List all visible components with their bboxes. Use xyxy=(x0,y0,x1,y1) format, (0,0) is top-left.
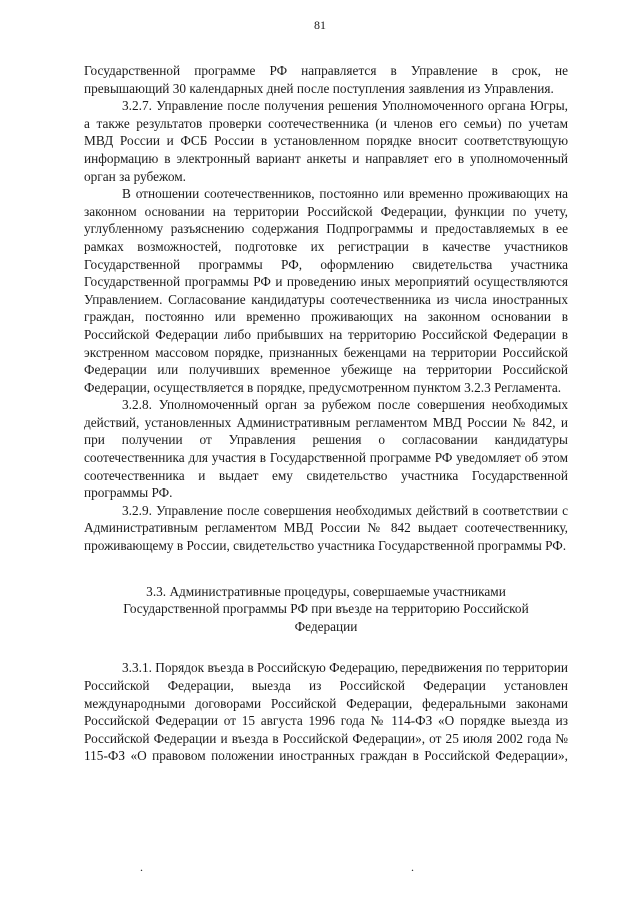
footer-mark: . xyxy=(411,860,414,874)
footer-mark: . xyxy=(140,860,143,874)
paragraph: 3.2.9. Управление после совершения необходимых действий в соответствии с Административным регламентом МВД России № 842 выдает соотечественнику, проживающему в России, свидетельство участника Государственной программы РФ. xyxy=(84,502,568,554)
document-body xyxy=(84,62,568,765)
page-number: 81 xyxy=(314,18,326,32)
paragraph: Государственной программе РФ направляется в Управление в срок, не превышающий 30 календарных дней после поступления заявления из Управления. xyxy=(84,63,568,96)
paragraph: В отношении соотечественников, постоянно или временно проживающих на законном основании на территории Российской Федерации, функции по учету, углубленному разъяснению содержания Подпрограммы и предоставляемых в ее рамках возможностей, подготовке их регистрации в качестве участников Государственной программы РФ, оформлению свидетельства участника Государственной программы РФ и проведению иных мероприятий осуществляются Управлением. Согласование кандидатуры соотечественника из числа иностранных граждан, постоянно или временно проживающих на законном основании в Российской Федерации либо прибывших на территорию Российской Федерации в экстренном массовом порядке, признанных беженцами на территории Российской Федерации или получивших временное убежище на территории Российской Федерации, осуществляется в порядке, предусмотренном пунктом 3.2.3 Регламента. xyxy=(84,186,568,395)
paragraph: 3.2.8. Уполномоченный орган за рубежом после совершения необходимых действий, установленных Административным регламентом МВД России № 842, и при получении от Управления решения о согласовании кандидатуры соотечественника для участия в Государственной программе РФ уведомляет об этом соотечественника и выдает ему свидетельство участника Государственной программы РФ. xyxy=(84,397,568,501)
section-heading: 3.3. Административные процедуры, совершаемые участниками Государственной программы РФ при въезде на территорию Российской Федерации xyxy=(123,583,529,634)
paragraph: 3.3.1. Порядок въезда в Российскую Федерацию, передвижения по территории Российской Федерации, выезда из Российской Федерации установлен международными договорами Российской Федерации, федеральными законами Российской Федерации от 15 августа 1996 года № 114-ФЗ «О порядке выезда из Российской Федерации и въезда в Российской Федерации», от 25 июля 2002 года № 115-ФЗ «О правовом положении иностранных граждан в Российской Федерации», xyxy=(84,660,568,764)
paragraph: 3.2.7. Управление после получения решения Уполномоченного органа Югры, а также результатов проверки соотечественника (и членов его семьи) по учетам МВД России и ФСБ России в установленном порядке вносит соответствующую информацию в электронный вариант анкеты и направляет его в уполномоченный орган за рубежом. xyxy=(84,98,568,184)
